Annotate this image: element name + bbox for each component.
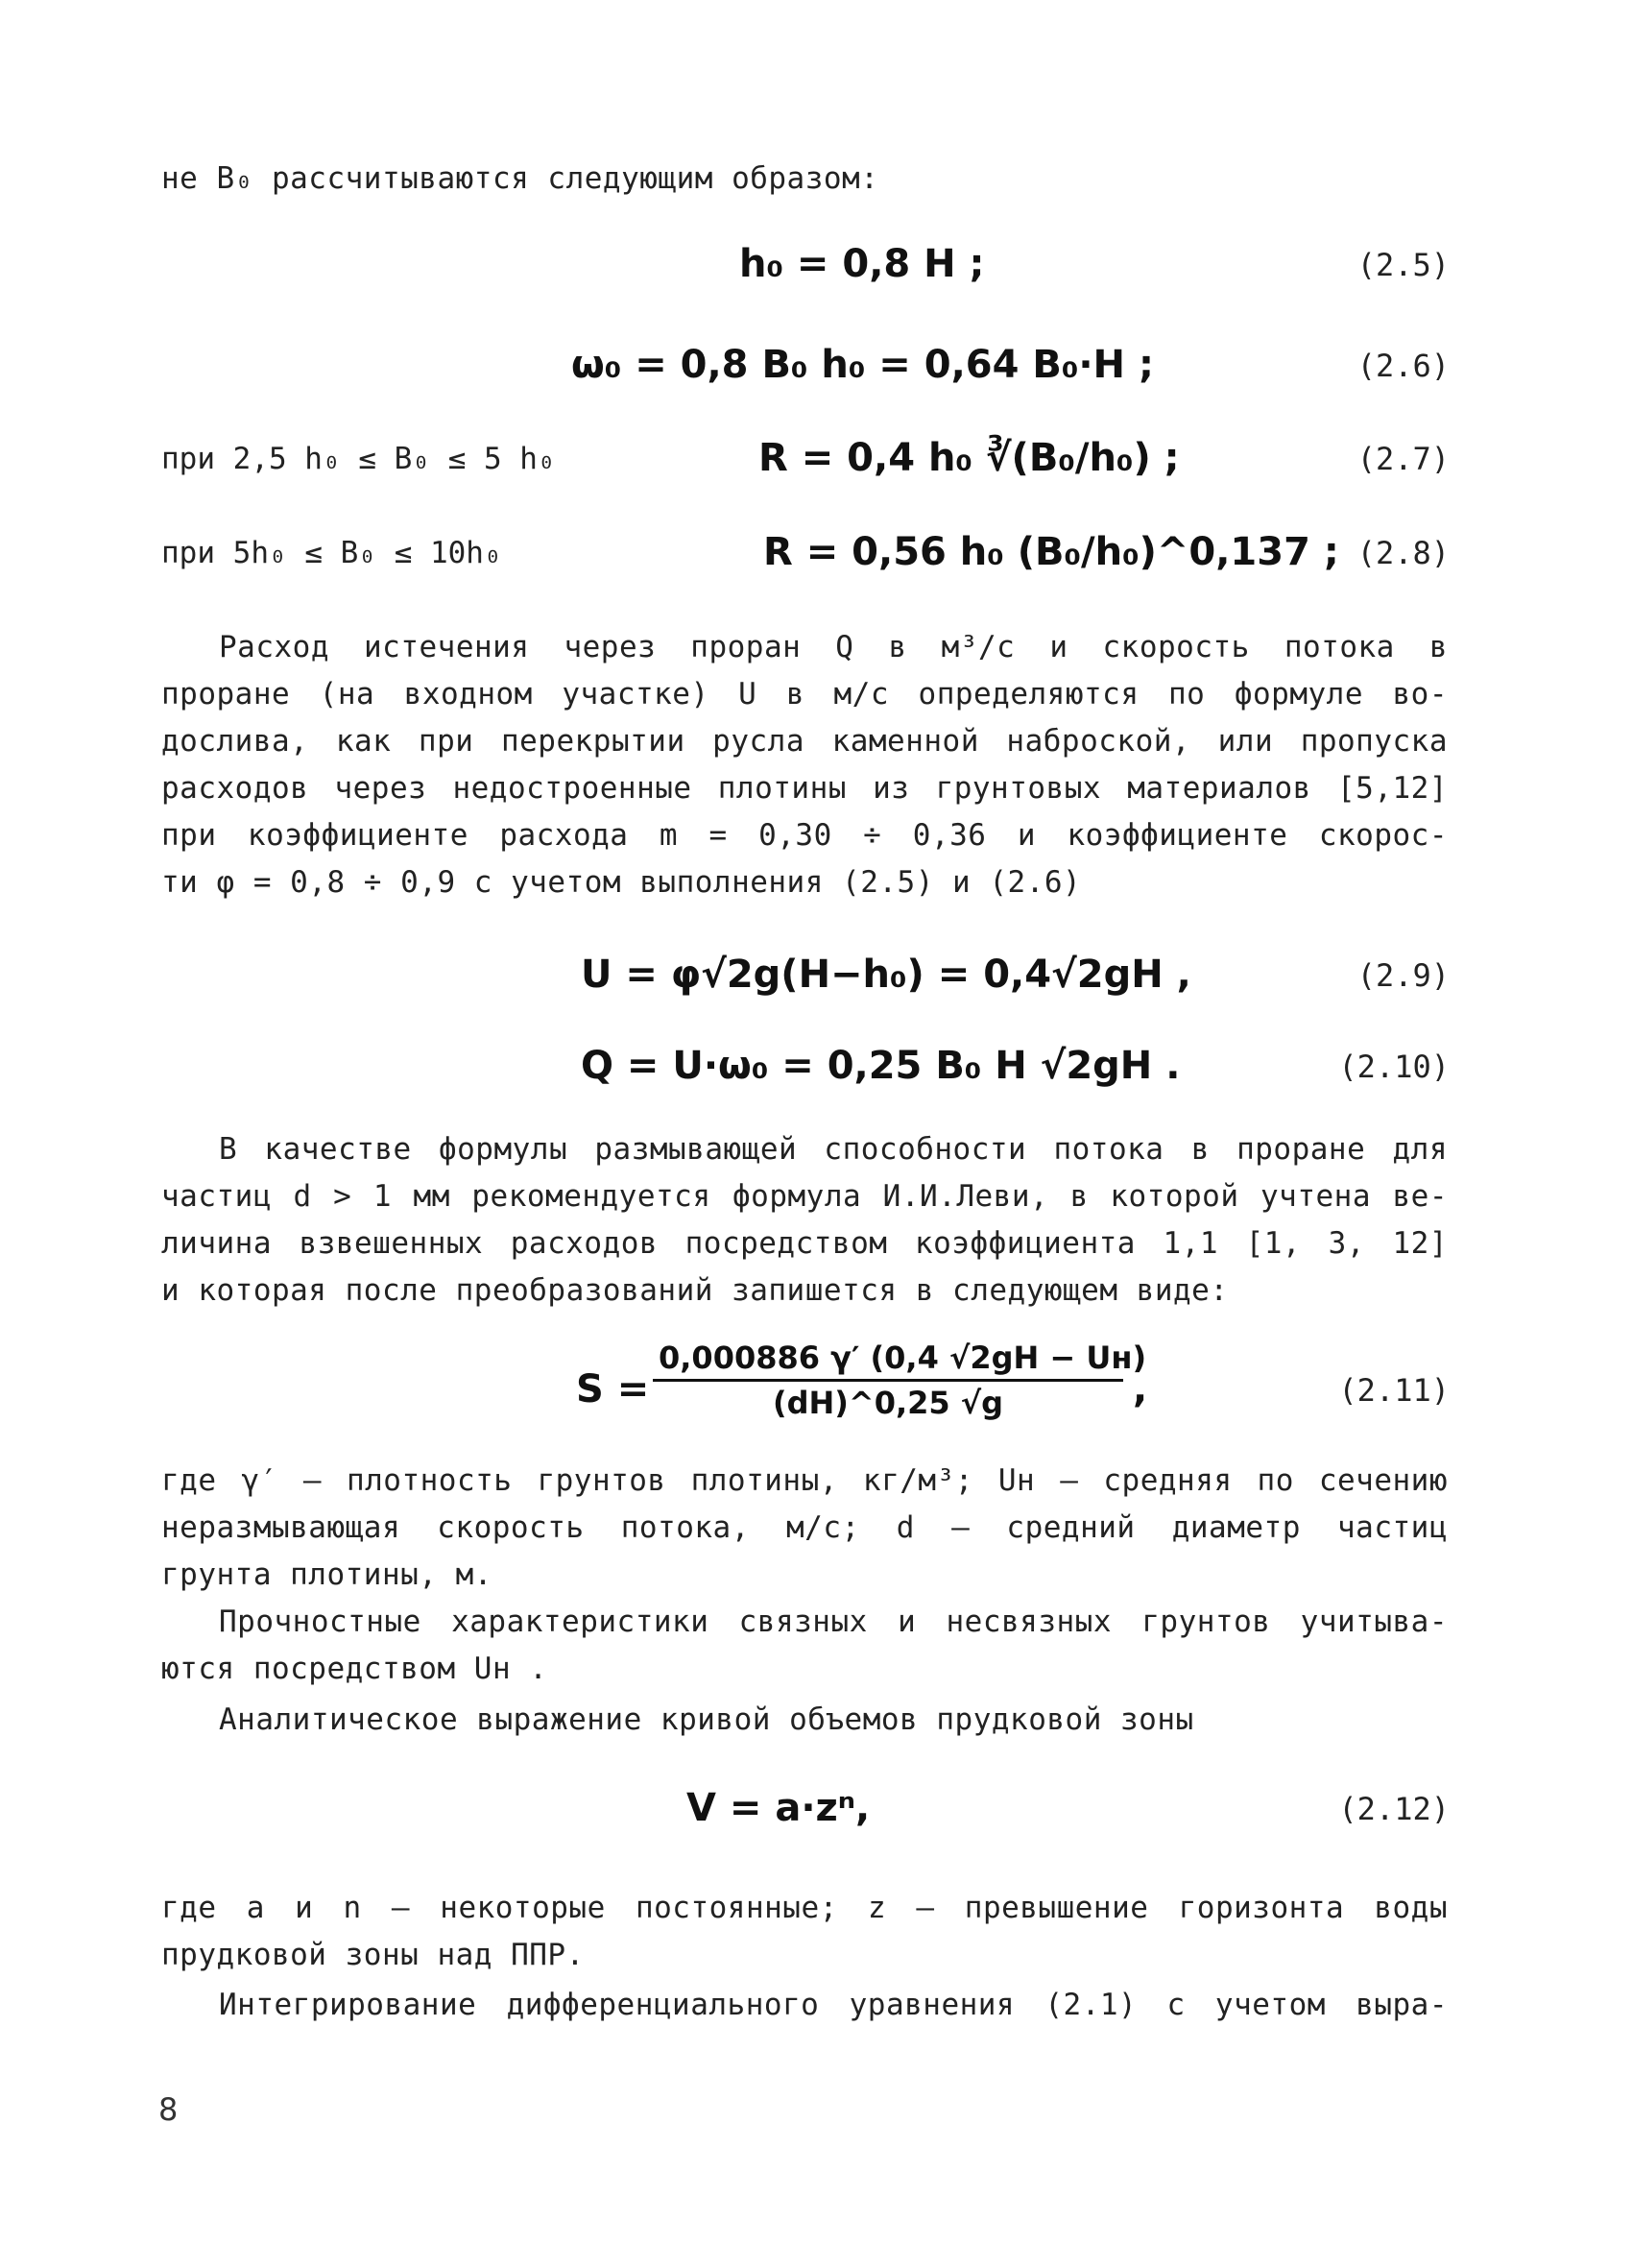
equation-number-2-12: (2.12) [1338, 1791, 1450, 1827]
condition-2-8: при 5h₀ ≤ B₀ ≤ 10h₀ [161, 536, 502, 570]
paragraph-3-line: неразмывающая скорость потока, м/с; d – средний диаметр частиц [161, 1510, 1448, 1545]
paragraph-2-line: В качестве формулы размывающей способности потока в проране для [219, 1132, 1448, 1167]
paragraph-3-line: грунта плотины, м. [161, 1557, 492, 1592]
equation-2-11-numerator: 0,000886 γ′ (0,4 √2gH − Uн) [653, 1337, 1123, 1382]
intro-line: не B₀ рассчитываются следующим образом: [161, 161, 879, 196]
equation-number-2-11: (2.11) [1338, 1372, 1450, 1409]
equation-2-9: U = φ√2g(H−h₀) = 0,4√2gH , [581, 953, 1191, 997]
equation-number-2-10: (2.10) [1338, 1049, 1450, 1085]
equation-number-2-5: (2.5) [1356, 247, 1450, 283]
paragraph-2-line: личина взвешенных расходов посредством коэффициента 1,1 [1, 3, 12] [161, 1226, 1448, 1261]
paragraph-1-line: при коэффициенте расхода m = 0,30 ÷ 0,36 и коэффициенте скорос- [161, 818, 1448, 853]
equation-2-11-lhs: S = [576, 1367, 650, 1411]
equation-number-2-8: (2.8) [1356, 535, 1450, 571]
paragraph-2-line: и которая после преобразований запишется в следующем виде: [161, 1273, 1229, 1308]
paragraph-1-line: расходов через недостроенные плотины из грунтовых материалов [5,12] [161, 771, 1448, 806]
paragraph-2-line: частиц d > 1 мм рекомендуется формула И.И.Леви, в которой учтена ве- [161, 1179, 1448, 1214]
paragraph-1-line: ти φ = 0,8 ÷ 0,9 с учетом выполнения (2.5) и (2.6) [161, 865, 1082, 900]
condition-2-7: при 2,5 h₀ ≤ B₀ ≤ 5 h₀ [161, 442, 556, 476]
paragraph-7-line: Интегрирование дифференциального уравнения (2.1) с учетом выра- [219, 1988, 1448, 2022]
equation-2-8: R = 0,56 h₀ (B₀/h₀)^0,137 ; [763, 530, 1339, 574]
equation-number-2-7: (2.7) [1356, 441, 1450, 477]
paragraph-6-line: где a и n – некоторые постоянные; z – превышение горизонта воды [161, 1891, 1448, 1925]
paragraph-1-line: проране (на входном участке) U в м/с определяются по формуле во- [161, 677, 1448, 712]
equation-number-2-9: (2.9) [1356, 957, 1450, 994]
equation-2-11-denominator: (dH)^0,25 √g [772, 1385, 1004, 1421]
equation-2-11-fraction [653, 1337, 1147, 1424]
paragraph-6-line: прудковой зоны над ППР. [161, 1938, 585, 1972]
equation-number-2-6: (2.6) [1356, 348, 1450, 384]
equation-2-7: R = 0,4 h₀ ∛(B₀/h₀) ; [758, 436, 1180, 480]
equation-2-11-tail: , [1133, 1367, 1148, 1411]
paragraph-3-line: где γ′ – плотность грунтов плотины, кг/м³; Uн – средняя по сечению [161, 1463, 1448, 1498]
equation-2-5: h₀ = 0,8 H ; [739, 242, 985, 286]
page-number: 8 [158, 2091, 179, 2128]
paragraph-1-line: Расход истечения через проран Q в м³/с и скорость потока в [219, 630, 1448, 664]
equation-2-12: V = a·zⁿ, [686, 1786, 871, 1830]
paragraph-4-line: Прочностные характеристики связных и несвязных грунтов учитыва- [219, 1604, 1448, 1639]
paragraph-5-line: Аналитическое выражение кривой объемов прудковой зоны [219, 1702, 1194, 1737]
paragraph-4-line: ются посредством Uн . [161, 1652, 548, 1686]
equation-2-6: ω₀ = 0,8 B₀ h₀ = 0,64 B₀·H ; [571, 343, 1154, 387]
equation-2-10: Q = U·ω₀ = 0,25 B₀ H √2gH . [581, 1044, 1181, 1088]
paragraph-1-line: дослива, как при перекрытии русла каменной наброской, или пропуска [161, 724, 1448, 759]
